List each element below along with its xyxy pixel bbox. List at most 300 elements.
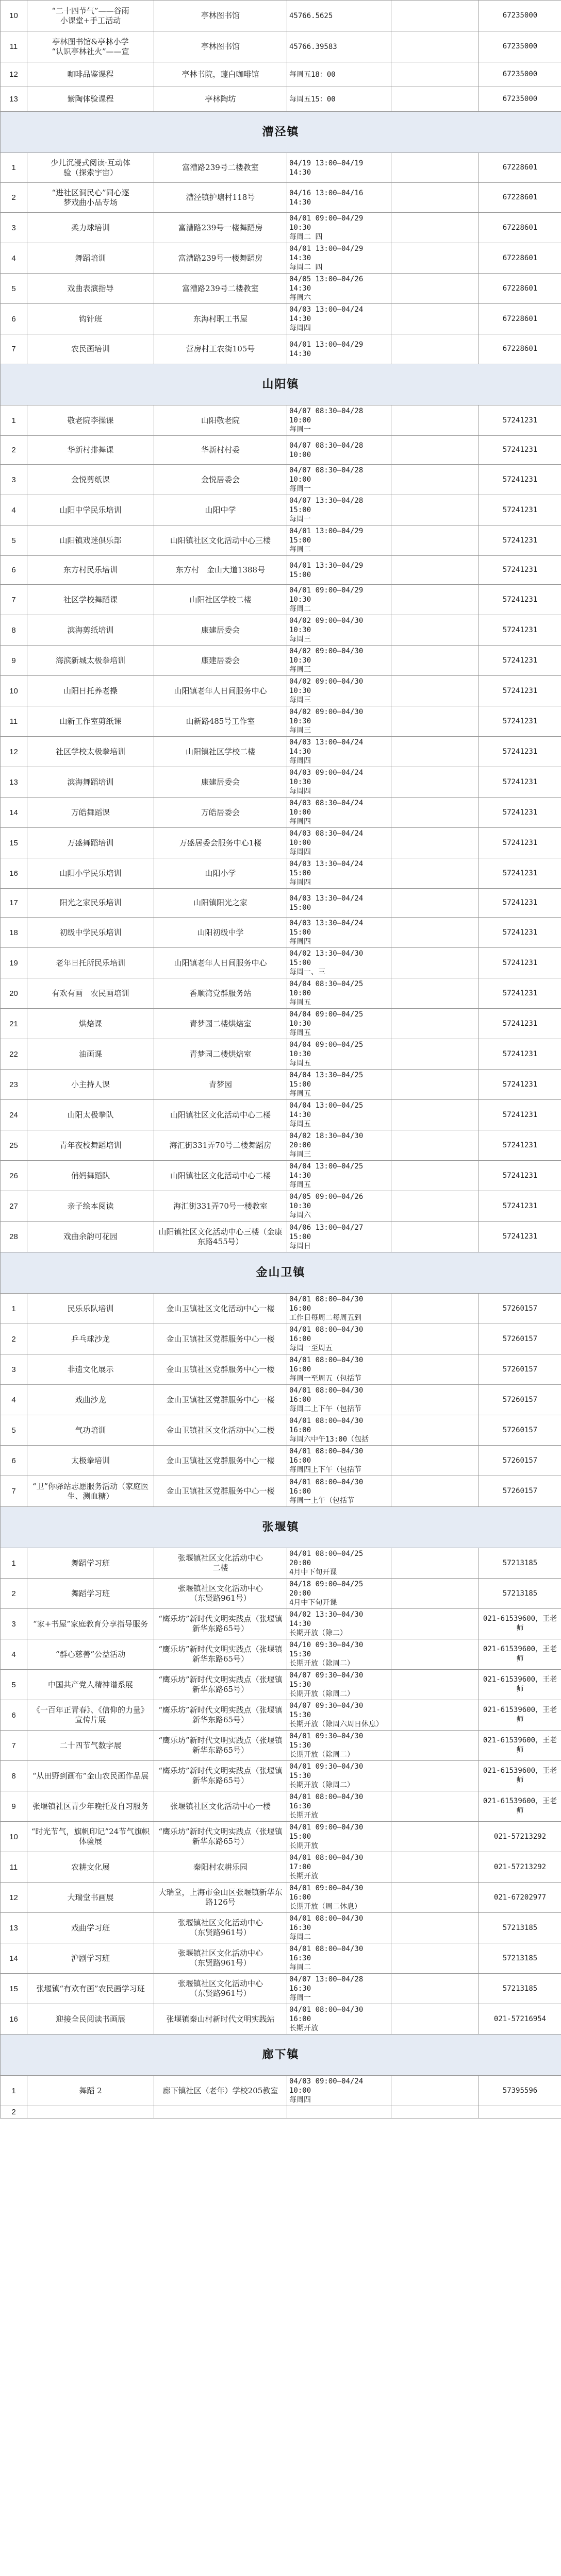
- table-row: [1, 465, 561, 495]
- contact-phone: 57241231: [479, 615, 561, 646]
- row-number: 8: [1, 615, 27, 646]
- activity-name: 少儿沉浸式阅读·互动体 验（探索宇宙）: [27, 153, 154, 183]
- contact-phone: 57241231: [479, 526, 561, 556]
- row-number: 3: [1, 213, 27, 243]
- town-header-row: [1, 112, 561, 153]
- activity-name: 滨海剪纸培训: [27, 615, 154, 646]
- table-row: [1, 436, 561, 465]
- table-row: [1, 1852, 561, 1883]
- contact-phone: 57241231: [479, 1009, 561, 1039]
- contact-phone: 57241231: [479, 465, 561, 495]
- activity-location: 山阳敬老院: [154, 405, 287, 436]
- activity-location: 山阳镇老年人日间服务中心: [154, 948, 287, 978]
- row-number: 1: [1, 2076, 27, 2106]
- table-row: [1, 948, 561, 978]
- activity-location: 山新路485号工作室: [154, 706, 287, 737]
- activity-location: 金山卫镇社区党群服务中心一楼: [154, 1476, 287, 1507]
- activity-time: 04/01 09:30—04/30 15:30 长期开放（除周二）: [287, 1731, 391, 1761]
- contact-phone: 57241231: [479, 706, 561, 737]
- empty-cell: [391, 676, 479, 706]
- activity-name: 中国共产党人精神谱系展: [27, 1670, 154, 1700]
- empty-cell: [391, 798, 479, 828]
- activity-location: 山阳初级中学: [154, 918, 287, 948]
- contact-phone: 67228601: [479, 243, 561, 274]
- activity-time: 04/01 08:00—04/30 16:00 每周二上下午（包括节: [287, 1385, 391, 1415]
- activity-time: 04/01 09:00—04/30 16:00 长期开放（周二休息）: [287, 1883, 391, 1913]
- activity-name: 二十四节气数字展: [27, 1731, 154, 1761]
- contact-phone: 021-61539600，王老师: [479, 1639, 561, 1670]
- contact-phone: 67228601: [479, 334, 561, 364]
- table-row: [1, 798, 561, 828]
- contact-phone: 57241231: [479, 767, 561, 798]
- activity-name: 张堰镇社区青少年晚托及自习服务: [27, 1791, 154, 1822]
- contact-phone: 57260157: [479, 1324, 561, 1354]
- activity-name: [27, 2106, 154, 2119]
- table-body: [1, 1, 561, 2119]
- contact-phone: 021-61539600，王老师: [479, 1761, 561, 1791]
- table-row: [1, 1161, 561, 1191]
- table-row: [1, 1609, 561, 1639]
- activity-location: 营房村工农街105号: [154, 334, 287, 364]
- empty-cell: [391, 2106, 479, 2119]
- row-number: 9: [1, 646, 27, 676]
- activity-time: 04/03 09:00—04/24 10:00 每周四: [287, 2076, 391, 2106]
- activity-time: 04/03 09:00—04/24 10:30 每周四: [287, 767, 391, 798]
- activity-time: 04/02 13:30—04/30 15:00 每周一、三: [287, 948, 391, 978]
- activity-time: 04/04 13:30—04/25 15:00 每周五: [287, 1070, 391, 1100]
- row-number: 7: [1, 585, 27, 615]
- town-header-row: [1, 1507, 561, 1548]
- activity-time: 04/01 13:00—04/29 14:30 每周二 四: [287, 243, 391, 274]
- table-row: [1, 1476, 561, 1507]
- table-row: [1, 1354, 561, 1385]
- contact-phone: 57241231: [479, 798, 561, 828]
- activity-location: 张堰镇社区文化活动中心 （东贤路961号）: [154, 1974, 287, 2004]
- activity-location: 富漕路239号一楼舞蹈房: [154, 213, 287, 243]
- contact-phone: 57241231: [479, 737, 561, 767]
- contact-phone: 021-57216954: [479, 2004, 561, 2035]
- activity-time: 04/06 13:00—04/27 15:00 每周日: [287, 1222, 391, 1252]
- table-row: [1, 1700, 561, 1731]
- row-number: 5: [1, 526, 27, 556]
- contact-phone: 57241231: [479, 1191, 561, 1222]
- row-number: 9: [1, 1791, 27, 1822]
- activity-location: 万盛居委会服务中心1楼: [154, 828, 287, 858]
- empty-cell: [391, 1822, 479, 1852]
- activity-time: 04/07 08:30—04/28 10:00 每周一: [287, 465, 391, 495]
- activity-name: 山阳镇戏迷俱乐部: [27, 526, 154, 556]
- row-number: 13: [1, 87, 27, 112]
- contact-phone: 57241231: [479, 978, 561, 1009]
- activity-name: 柔力球培训: [27, 213, 154, 243]
- activity-location: 金山卫镇社区党群服务中心一楼: [154, 1385, 287, 1415]
- activity-location: 金山卫镇社区文化活动中心一楼: [154, 1294, 287, 1324]
- activity-time: 04/03 08:30—04/24 10:00 每周四: [287, 828, 391, 858]
- table-row: [1, 304, 561, 334]
- table-row: [1, 1, 561, 31]
- table-row: [1, 615, 561, 646]
- town-header-row: [1, 364, 561, 405]
- activity-time: 04/04 13:00—04/25 14:30 每周五: [287, 1161, 391, 1191]
- activity-location: 山阳镇社区文化活动中心二楼: [154, 1161, 287, 1191]
- contact-phone: 021-61539600，王老师: [479, 1731, 561, 1761]
- activity-location: 康建居委会: [154, 767, 287, 798]
- activity-location: “鹰乐坊”新时代文明实践点（张堰镇新华东路65号）: [154, 1761, 287, 1791]
- activity-name: 万皓舞蹈课: [27, 798, 154, 828]
- empty-cell: [391, 304, 479, 334]
- table-row: [1, 1446, 561, 1476]
- empty-cell: [391, 1609, 479, 1639]
- activity-time: 04/01 08:00—04/30 16:00 长期开放: [287, 2004, 391, 2035]
- contact-phone: 57241231: [479, 495, 561, 526]
- row-number: 24: [1, 1100, 27, 1130]
- contact-phone: [479, 2106, 561, 2119]
- row-number: 2: [1, 1579, 27, 1609]
- activity-location: 康建居委会: [154, 646, 287, 676]
- contact-phone: 67228601: [479, 183, 561, 213]
- activity-location: 山阳镇社区文化活动中心三楼（金康东路455号）: [154, 1222, 287, 1252]
- activity-name: 迎接全民阅读书画展: [27, 2004, 154, 2035]
- activity-time: 04/03 13:00—04/24 14:30 每周四: [287, 737, 391, 767]
- activity-location: 山阳中学: [154, 495, 287, 526]
- table-row: [1, 62, 561, 87]
- table-row: [1, 87, 561, 112]
- empty-cell: [391, 978, 479, 1009]
- row-number: 6: [1, 1446, 27, 1476]
- activity-location: “鹰乐坊”新时代文明实践点（张堰镇新华东路65号）: [154, 1670, 287, 1700]
- activity-location: 青梦园二楼烘焙室: [154, 1009, 287, 1039]
- table-row: [1, 1415, 561, 1446]
- empty-cell: [391, 1476, 479, 1507]
- row-number: 6: [1, 556, 27, 585]
- activity-location: 东方村 金山大道1388号: [154, 556, 287, 585]
- contact-phone: 67235000: [479, 31, 561, 62]
- contact-phone: 57241231: [479, 405, 561, 436]
- empty-cell: [391, 153, 479, 183]
- contact-phone: 57260157: [479, 1354, 561, 1385]
- activity-location: 万皓居委会: [154, 798, 287, 828]
- activity-location: 金山卫镇社区党群服务中心一楼: [154, 1446, 287, 1476]
- activity-name: 气功培训: [27, 1415, 154, 1446]
- contact-phone: 57241231: [479, 1070, 561, 1100]
- activity-location: 张堰镇秦山村新时代文明实践站: [154, 2004, 287, 2035]
- activity-name: “卫”你驿站志愿服务活动（家庭医生、测血糖）: [27, 1476, 154, 1507]
- empty-cell: [391, 1039, 479, 1070]
- activity-name: 山阳小学民乐培训: [27, 858, 154, 889]
- table-row: [1, 676, 561, 706]
- contact-phone: 57241231: [479, 1161, 561, 1191]
- activity-name: 山阳日托养老操: [27, 676, 154, 706]
- row-number: 1: [1, 153, 27, 183]
- activity-time: 04/19 13:00—04/19 14:30: [287, 153, 391, 183]
- table-row: [1, 1191, 561, 1222]
- table-row: [1, 767, 561, 798]
- empty-cell: [391, 495, 479, 526]
- activity-name: 俏妈舞蹈队: [27, 1161, 154, 1191]
- activity-location: 青梦园: [154, 1070, 287, 1100]
- activity-location: 山阳镇社区文化活动中心二楼: [154, 1100, 287, 1130]
- activity-name: 亲子绘本阅读: [27, 1191, 154, 1222]
- row-number: 16: [1, 2004, 27, 2035]
- activity-location: 漕泾镇护塘村118号: [154, 183, 287, 213]
- activity-time: 04/01 08:00—04/30 16:30 每周二: [287, 1913, 391, 1943]
- activity-location: 香顺湾党群服务站: [154, 978, 287, 1009]
- activity-location: 山阳社区学校二楼: [154, 585, 287, 615]
- activity-location: 金山卫镇社区党群服务中心一楼: [154, 1354, 287, 1385]
- row-number: 13: [1, 1913, 27, 1943]
- table-row: [1, 334, 561, 364]
- empty-cell: [391, 1294, 479, 1324]
- table-row: [1, 274, 561, 304]
- empty-cell: [391, 1548, 479, 1579]
- activity-time: 04/02 09:00—04/30 10:30 每周三: [287, 676, 391, 706]
- contact-phone: 57241231: [479, 646, 561, 676]
- activity-location: 亭林图书馆: [154, 1, 287, 31]
- empty-cell: [391, 1385, 479, 1415]
- activity-time: 04/07 13:30—04/28 15:00 每周一: [287, 495, 391, 526]
- contact-phone: 57241231: [479, 585, 561, 615]
- activity-name: 社区学校太极拳培训: [27, 737, 154, 767]
- empty-cell: [391, 62, 479, 87]
- contact-phone: 57241231: [479, 1222, 561, 1252]
- empty-cell: [391, 646, 479, 676]
- activity-name: 小主持人课: [27, 1070, 154, 1100]
- row-number: 3: [1, 465, 27, 495]
- activity-time: 04/01 08:00—04/30 16:00 工作日每周二每周五到: [287, 1294, 391, 1324]
- activity-time: 04/01 09:30—04/30 15:30 长期开放（除周二）: [287, 1761, 391, 1791]
- row-number: 4: [1, 1639, 27, 1670]
- empty-cell: [391, 1883, 479, 1913]
- table-row: [1, 31, 561, 62]
- empty-cell: [391, 436, 479, 465]
- activity-location: 金山卫镇社区文化活动中心二楼: [154, 1415, 287, 1446]
- table-row: [1, 918, 561, 948]
- activity-name: 农民画培训: [27, 334, 154, 364]
- empty-cell: [391, 948, 479, 978]
- activity-location: 金山卫镇社区党群服务中心一楼: [154, 1324, 287, 1354]
- row-number: 3: [1, 1609, 27, 1639]
- row-number: 3: [1, 1354, 27, 1385]
- row-number: 14: [1, 798, 27, 828]
- contact-phone: 57241231: [479, 676, 561, 706]
- contact-phone: 57241231: [479, 828, 561, 858]
- activity-time: 04/01 08:00—04/30 16:00 每周四上下午（包括节: [287, 1446, 391, 1476]
- activity-time: 04/01 08:00—04/30 16:00 每周一上午（包括节: [287, 1476, 391, 1507]
- table-row: [1, 706, 561, 737]
- empty-cell: [391, 737, 479, 767]
- row-number: 11: [1, 31, 27, 62]
- table-row: [1, 889, 561, 918]
- activity-name: 老年日托所民乐培训: [27, 948, 154, 978]
- activity-location: 张堰镇社区文化活动中心 （东贤路961号）: [154, 1913, 287, 1943]
- row-number: 1: [1, 405, 27, 436]
- empty-cell: [391, 1731, 479, 1761]
- contact-phone: 57213185: [479, 1913, 561, 1943]
- activity-name: 钩针班: [27, 304, 154, 334]
- activity-time: 04/07 08:30—04/28 10:00: [287, 436, 391, 465]
- activity-name: 大瑞堂书画展: [27, 1883, 154, 1913]
- row-number: 7: [1, 334, 27, 364]
- row-number: 5: [1, 1670, 27, 1700]
- activity-name: 社区学校舞蹈课: [27, 585, 154, 615]
- row-number: 12: [1, 737, 27, 767]
- activity-time: 04/01 08:00—04/25 20:00 4月中下旬开课: [287, 1548, 391, 1579]
- empty-cell: [391, 405, 479, 436]
- contact-phone: 57260157: [479, 1446, 561, 1476]
- activity-name: 华新村排舞课: [27, 436, 154, 465]
- row-number: 2: [1, 1324, 27, 1354]
- table-row: [1, 1039, 561, 1070]
- activity-time: 45766.5625: [287, 1, 391, 31]
- empty-cell: [391, 1943, 479, 1974]
- row-number: 10: [1, 1, 27, 31]
- row-number: 19: [1, 948, 27, 978]
- town-name: 廊下镇: [1, 2035, 561, 2076]
- contact-phone: 67228601: [479, 213, 561, 243]
- activity-time: 每周五18：00: [287, 62, 391, 87]
- activity-location: 张堰镇社区文化活动中心 （东贤路961号）: [154, 1579, 287, 1609]
- activity-name: “时光节气，旗帆印记”24节气旗帜体验展: [27, 1822, 154, 1852]
- table-row: [1, 1761, 561, 1791]
- empty-cell: [391, 1974, 479, 2004]
- contact-phone: 57260157: [479, 1476, 561, 1507]
- contact-phone: 57241231: [479, 948, 561, 978]
- empty-cell: [391, 1415, 479, 1446]
- activity-time: 04/03 13:30—04/24 15:00: [287, 889, 391, 918]
- activity-time: 04/01 13:00—04/29 15:00 每周二: [287, 526, 391, 556]
- activity-name: 敬老院李操课: [27, 405, 154, 436]
- empty-cell: [391, 828, 479, 858]
- activity-name: 青年夜校舞蹈培训: [27, 1130, 154, 1161]
- activity-name: 初级中学民乐培训: [27, 918, 154, 948]
- table-row: [1, 213, 561, 243]
- row-number: 22: [1, 1039, 27, 1070]
- activity-location: 海汇街331弄70号一楼教室: [154, 1191, 287, 1222]
- contact-phone: 57260157: [479, 1294, 561, 1324]
- contact-phone: 021-61539600，王老师: [479, 1670, 561, 1700]
- empty-cell: [391, 334, 479, 364]
- activity-location: 亭林图书馆: [154, 31, 287, 62]
- activity-name: “二十四节气”——谷雨 小课堂+手工活动: [27, 1, 154, 31]
- contact-phone: 67228601: [479, 304, 561, 334]
- table-row: [1, 556, 561, 585]
- activity-name: 咖啡品鉴课程: [27, 62, 154, 87]
- contact-phone: 57241231: [479, 858, 561, 889]
- activity-name: 戏曲学习班: [27, 1913, 154, 1943]
- row-number: 27: [1, 1191, 27, 1222]
- table-row: [1, 183, 561, 213]
- empty-cell: [391, 1222, 479, 1252]
- activity-name: 张堰镇“有欢有画”农民画学习班: [27, 1974, 154, 2004]
- empty-cell: [391, 1009, 479, 1039]
- activity-time: 04/02 18:30—04/30 20:00 每周三: [287, 1130, 391, 1161]
- table-row: [1, 1731, 561, 1761]
- activity-location: 山阳镇老年人日间服务中心: [154, 676, 287, 706]
- contact-phone: 57213185: [479, 1943, 561, 1974]
- empty-cell: [391, 274, 479, 304]
- empty-cell: [391, 556, 479, 585]
- activity-name: 非遗文化展示: [27, 1354, 154, 1385]
- contact-phone: 021-67202977: [479, 1883, 561, 1913]
- activity-time: 04/07 13:00—04/28 16:30 每周一: [287, 1974, 391, 2004]
- activity-name: 紫陶体验课程: [27, 87, 154, 112]
- empty-cell: [391, 889, 479, 918]
- activity-time: [287, 2106, 391, 2119]
- activity-location: “鹰乐坊”新时代文明实践点（张堰镇新华东路65号）: [154, 1639, 287, 1670]
- activity-location: 张堰镇社区文化活动中心一楼: [154, 1791, 287, 1822]
- empty-cell: [391, 183, 479, 213]
- activity-time: 04/05 13:00—04/26 14:30 每周六: [287, 274, 391, 304]
- contact-phone: 57241231: [479, 436, 561, 465]
- table-row: [1, 1791, 561, 1822]
- row-number: 28: [1, 1222, 27, 1252]
- activity-time: 04/01 08:00—04/30 16:30 每周二: [287, 1943, 391, 1974]
- activity-location: 大瑞堂，上海市金山区张堰镇新华东路126号: [154, 1883, 287, 1913]
- table-row: [1, 1639, 561, 1670]
- empty-cell: [391, 858, 479, 889]
- contact-phone: 57241231: [479, 1039, 561, 1070]
- empty-cell: [391, 1852, 479, 1883]
- table-row: [1, 646, 561, 676]
- contact-phone: 67235000: [479, 87, 561, 112]
- activity-time: 04/10 09:30—04/30 15:30 长期开放（除周二）: [287, 1639, 391, 1670]
- activity-location: “鹰乐坊”新时代文明实践点（张堰镇新华东路65号）: [154, 1700, 287, 1731]
- row-number: 15: [1, 828, 27, 858]
- activity-time: 04/03 13:30—04/24 15:00 每周四: [287, 858, 391, 889]
- contact-phone: 57213185: [479, 1974, 561, 2004]
- activity-time: 04/04 09:00—04/25 10:30 每周五: [287, 1039, 391, 1070]
- contact-phone: 67235000: [479, 62, 561, 87]
- activity-location: 山阳镇社区文化活动中心三楼: [154, 526, 287, 556]
- empty-cell: [391, 615, 479, 646]
- empty-cell: [391, 1130, 479, 1161]
- contact-phone: 67228601: [479, 153, 561, 183]
- table-row: [1, 1883, 561, 1913]
- table-row: [1, 1294, 561, 1324]
- activity-name: 乒乓球沙龙: [27, 1324, 154, 1354]
- empty-cell: [391, 243, 479, 274]
- table-row: [1, 858, 561, 889]
- table-row: [1, 1913, 561, 1943]
- empty-cell: [391, 1, 479, 31]
- activity-time: 04/07 09:30—04/30 15:30 长期开放（除周六周日休息）: [287, 1700, 391, 1731]
- row-number: 23: [1, 1070, 27, 1100]
- empty-cell: [391, 918, 479, 948]
- row-number: 20: [1, 978, 27, 1009]
- activity-name: 戏曲表演指导: [27, 274, 154, 304]
- row-number: 2: [1, 436, 27, 465]
- activity-name: 戏曲沙龙: [27, 1385, 154, 1415]
- contact-phone: 57213185: [479, 1579, 561, 1609]
- table-row: [1, 153, 561, 183]
- town-name: 张堰镇: [1, 1507, 561, 1548]
- contact-phone: 021-61539600，王老师: [479, 1700, 561, 1731]
- empty-cell: [391, 1791, 479, 1822]
- town-name: 漕泾镇: [1, 112, 561, 153]
- row-number: 2: [1, 2106, 27, 2119]
- table-row: [1, 828, 561, 858]
- activity-time: 04/16 13:00—04/16 14:30: [287, 183, 391, 213]
- activity-time: 04/01 09:00—04/30 15:00 长期开放: [287, 1822, 391, 1852]
- row-number: 12: [1, 1883, 27, 1913]
- activity-location: 华新村村委: [154, 436, 287, 465]
- empty-cell: [391, 2004, 479, 2035]
- activity-time: 04/01 08:00—04/30 16:00 每周一至周五（包括节: [287, 1354, 391, 1385]
- activity-name: 烘焙课: [27, 1009, 154, 1039]
- table-row: [1, 585, 561, 615]
- activity-name: 民乐乐队培训: [27, 1294, 154, 1324]
- table-row: [1, 495, 561, 526]
